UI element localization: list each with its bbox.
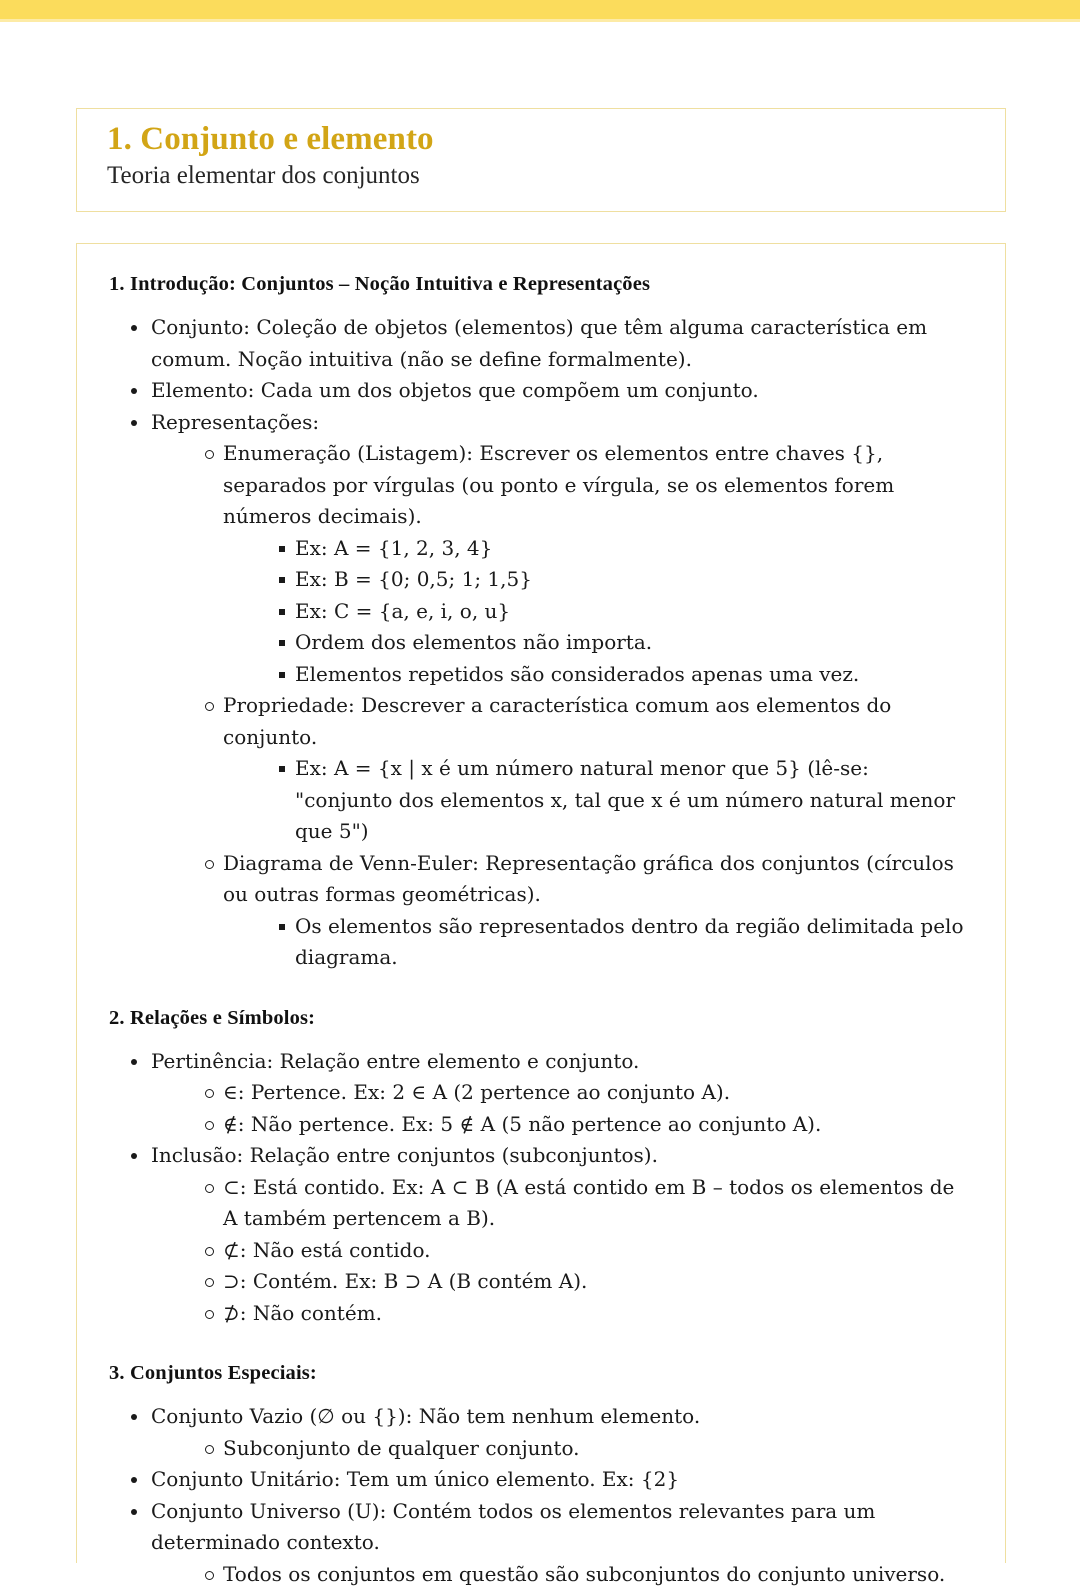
list-item	[187, 1298, 971, 1330]
content-card	[76, 243, 1006, 1563]
list-item-text: Todos os conjuntos em questão são subconjuntos do conjunto universo.	[223, 1562, 945, 1586]
top-accent-bar-fade	[0, 19, 1080, 22]
sections-container	[109, 270, 971, 1590]
outline-list-level-3	[261, 533, 971, 691]
list-item-text: Pertinência: Relação entre elemento e conjunto.	[151, 1049, 639, 1073]
list-item-text: Propriedade: Descrever a característica comum aos elementos do conjunto.	[223, 693, 891, 749]
list-item-text: ∈: Pertence. Ex: 2 ∈ A (2 pertence ao conjunto A).	[223, 1080, 730, 1104]
list-item	[109, 407, 971, 974]
page-subtitle: Teoria elementar dos conjuntos	[107, 159, 1005, 192]
list-item	[187, 1235, 971, 1267]
list-item	[109, 375, 971, 407]
list-item	[187, 1559, 971, 1590]
section-heading: 2. Relações e Símbolos:	[109, 1004, 971, 1032]
outline-list-level-1	[109, 1046, 971, 1330]
list-item-text: ⊃: Contém. Ex: B ⊃ A (B contém A).	[223, 1269, 587, 1293]
list-item-text: ⊄: Não está contido.	[223, 1238, 431, 1262]
list-item-text: Elemento: Cada um dos objetos que compõem um conjunto.	[151, 378, 759, 402]
list-item-text: Inclusão: Relação entre conjuntos (subconjuntos).	[151, 1143, 658, 1167]
list-item	[109, 1496, 971, 1590]
section-heading: 1. Introdução: Conjuntos – Noção Intuitiva e Representações	[109, 270, 971, 298]
outline-list-level-1	[109, 1401, 971, 1590]
list-item	[109, 1401, 971, 1464]
list-item	[261, 564, 971, 596]
list-item-text: Subconjunto de qualquer conjunto.	[223, 1436, 580, 1460]
page-title: 1. Conjunto e elemento	[107, 119, 1005, 159]
outline-list-level-1	[109, 312, 971, 974]
list-item-text: ⊂: Está contido. Ex: A ⊂ B (A está contido em B – todos os elementos de A também pertencem a B).	[223, 1175, 954, 1231]
list-item-text: Ordem dos elementos não importa.	[295, 630, 652, 654]
list-item-text: Enumeração (Listagem): Escrever os elementos entre chaves {}, separados por vírgulas (ou ponto e vírgula, se os elementos forem números decimais).	[223, 441, 894, 528]
list-item	[261, 533, 971, 565]
list-item	[109, 312, 971, 375]
list-item	[187, 438, 971, 690]
list-item-text: Conjunto Universo (U): Contém todos os elementos relevantes para um determinado contexto.	[151, 1499, 875, 1555]
list-item-text: Os elementos são representados dentro da região delimitada pelo diagrama.	[295, 914, 964, 970]
list-item	[261, 627, 971, 659]
title-card	[76, 108, 1006, 212]
list-item	[261, 753, 971, 848]
list-item	[261, 659, 971, 691]
list-item-text: Ex: C = {a, e, i, o, u}	[295, 599, 510, 623]
list-item	[109, 1464, 971, 1496]
list-item-text: Representações:	[151, 410, 319, 434]
list-item	[187, 848, 971, 974]
outline-list-level-2	[187, 1559, 971, 1590]
list-item-text: Ex: B = {0; 0,5; 1; 1,5}	[295, 567, 532, 591]
outline-list-level-2	[187, 1172, 971, 1330]
list-item	[187, 1109, 971, 1141]
list-item-text: Ex: A = {x | x é um número natural menor que 5} (lê-se: "conjunto dos elementos x, tal que x é um número natural menor que 5")	[295, 756, 955, 843]
outline-list-level-2	[187, 438, 971, 974]
outline-list-level-2	[187, 1077, 971, 1140]
outline-list-level-3	[261, 753, 971, 848]
list-item-text: Conjunto: Coleção de objetos (elementos) que têm alguma característica em comum. Noção intuitiva (não se define formalmente).	[151, 315, 927, 371]
top-accent-bar	[0, 0, 1080, 19]
list-item-text: Ex: A = {1, 2, 3, 4}	[295, 536, 492, 560]
list-item	[187, 1172, 971, 1235]
list-item	[109, 1140, 971, 1329]
list-item-text: Conjunto Vazio (∅ ou {}): Não tem nenhum elemento.	[151, 1404, 700, 1428]
list-item-text: ⊅: Não contém.	[223, 1301, 382, 1325]
list-item	[261, 596, 971, 628]
list-item	[187, 690, 971, 848]
outline-list-level-2	[187, 1433, 971, 1465]
list-item	[261, 911, 971, 974]
outline-list-level-3	[261, 911, 971, 974]
list-item-text: Elementos repetidos são considerados apenas uma vez.	[295, 662, 859, 686]
list-item	[109, 1046, 971, 1141]
list-item	[187, 1433, 971, 1465]
list-item	[187, 1077, 971, 1109]
section-heading: 3. Conjuntos Especiais:	[109, 1359, 971, 1387]
list-item-text: Diagrama de Venn-Euler: Representação gráfica dos conjuntos (círculos ou outras formas geométricas).	[223, 851, 954, 907]
list-item-text: ∉: Não pertence. Ex: 5 ∉ A (5 não pertence ao conjunto A).	[223, 1112, 821, 1136]
list-item	[187, 1266, 971, 1298]
list-item-text: Conjunto Unitário: Tem um único elemento. Ex: {2}	[151, 1467, 679, 1491]
